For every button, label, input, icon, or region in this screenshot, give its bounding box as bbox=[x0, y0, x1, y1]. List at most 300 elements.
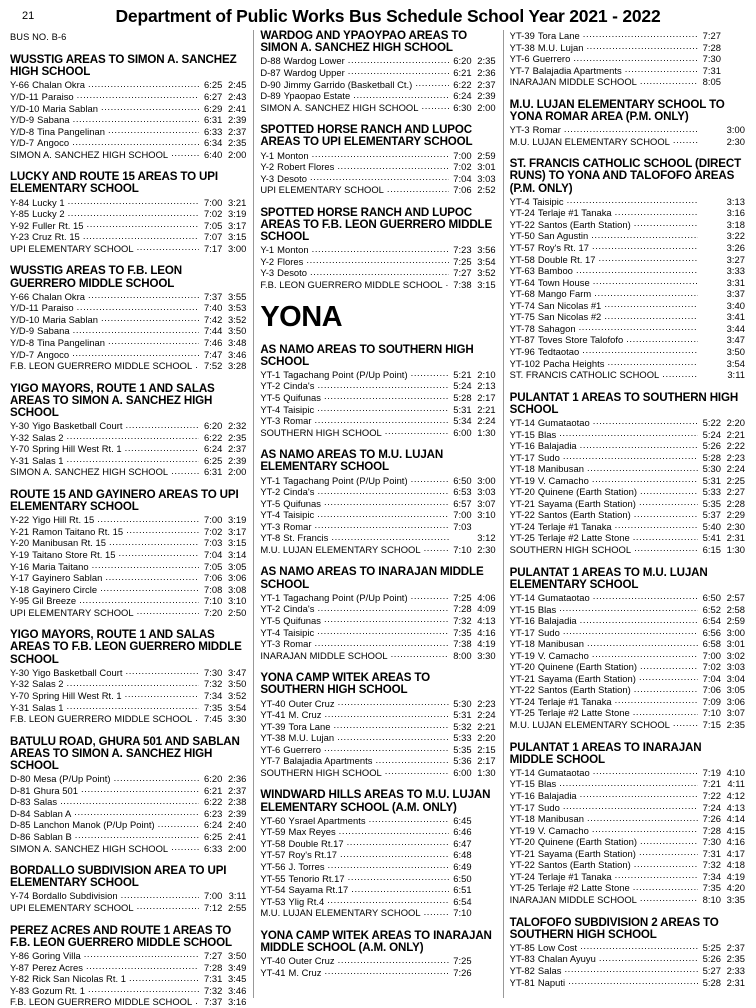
schedule-section bbox=[260, 344, 495, 439]
stop-code: YT-25 bbox=[509, 882, 535, 894]
am-time: 5:22 bbox=[702, 417, 721, 428]
pm-time: 3:26 bbox=[726, 242, 745, 254]
dot-leader bbox=[634, 544, 698, 553]
am-time: 8:10 bbox=[702, 893, 721, 905]
stop-name: Naputi bbox=[537, 976, 566, 988]
dot-leader bbox=[317, 509, 448, 518]
am-time: 6:24 bbox=[453, 90, 472, 102]
stop-code: YT-18 bbox=[509, 638, 535, 650]
stop-name: Ghura 501 bbox=[33, 784, 79, 796]
stop-code: Y-3 bbox=[260, 267, 275, 279]
stop-code: Y-30 bbox=[10, 666, 30, 678]
am-time: 7:37 bbox=[203, 290, 223, 302]
section-title: AS NAMO AREAS TO M.U. LUJAN ELEMENTARY SCHOOL bbox=[260, 448, 444, 474]
stop-row bbox=[510, 965, 745, 977]
am-time: 7:10 bbox=[702, 707, 721, 719]
columns-container bbox=[0, 29, 756, 1008]
school-name: UPI ELEMENTARY SCHOOL bbox=[10, 242, 134, 254]
dot-leader bbox=[633, 882, 698, 891]
pm-time: 2:57 bbox=[726, 591, 745, 603]
stop-name: Outer Cruz bbox=[288, 955, 335, 967]
school-arrival-row bbox=[10, 466, 246, 478]
dot-leader bbox=[137, 902, 200, 911]
stop-row bbox=[10, 231, 246, 243]
stop-code: YT-3 bbox=[260, 520, 281, 532]
school-name: M.U. LUJAN ELEMENTARY SCHOOL bbox=[260, 907, 421, 919]
stop-code: Y-92 bbox=[10, 219, 30, 231]
pm-time: 2:35 bbox=[726, 718, 745, 730]
dot-leader bbox=[67, 702, 200, 711]
stop-name: Fuller Rt. 15 bbox=[32, 219, 84, 231]
stop-code: YT-17 bbox=[509, 451, 535, 463]
pm-time: 3:01 bbox=[726, 638, 745, 650]
pm-time: 2:30 bbox=[726, 520, 745, 532]
am-time: 7:15 bbox=[702, 718, 721, 730]
section-rows bbox=[260, 815, 495, 919]
dot-leader bbox=[662, 369, 698, 378]
pm-time: 1:30 bbox=[477, 426, 496, 438]
stop-row bbox=[510, 254, 745, 266]
dot-leader bbox=[563, 802, 698, 811]
stop-row bbox=[10, 890, 246, 902]
section-title: LUCKY AND ROUTE 15 AREAS TO UPI ELEMENTARY SCHOOL bbox=[10, 170, 218, 196]
stop-row bbox=[10, 526, 246, 538]
pm-time: 2:00 bbox=[227, 842, 247, 854]
school-arrival-row bbox=[510, 719, 745, 731]
stop-code: YT-20 bbox=[509, 661, 535, 673]
stop-name: Gil Breeze bbox=[32, 595, 77, 607]
dot-leader bbox=[67, 455, 200, 464]
stop-name: Terlaje #2 Latte Stone bbox=[537, 882, 630, 894]
stop-name: Wardog Lower bbox=[283, 55, 345, 67]
section-rows bbox=[510, 196, 745, 381]
stop-code: YT-102 bbox=[509, 357, 541, 369]
stop-code: YT-39 bbox=[509, 30, 535, 41]
school-name: ST. FRANCIS CATHOLIC SCHOOL bbox=[509, 369, 660, 381]
dot-leader bbox=[338, 698, 449, 707]
section-rows bbox=[260, 55, 495, 113]
pm-time: 2:35 bbox=[227, 431, 247, 443]
dot-leader bbox=[604, 311, 698, 320]
stop-code: D-86 bbox=[10, 830, 31, 842]
pm-time: 2:41 bbox=[227, 830, 247, 842]
dot-leader bbox=[348, 873, 449, 882]
stop-code: YT-57 bbox=[260, 849, 286, 861]
section-rows bbox=[10, 420, 246, 478]
stop-row bbox=[10, 561, 246, 573]
stop-row bbox=[10, 91, 246, 103]
stop-row bbox=[510, 230, 745, 242]
dot-leader bbox=[338, 955, 449, 964]
stop-code: YT-53 bbox=[260, 895, 286, 907]
section-title: M.U. LUJAN ELEMENTARY SCHOOL TO YONA ROMAR AREA (P.M. ONLY) bbox=[509, 97, 725, 123]
dot-leader bbox=[310, 173, 449, 182]
stop-name: Tagachang Point (P/Up Point) bbox=[283, 591, 408, 603]
pm-time: 2:55 bbox=[227, 902, 247, 914]
stop-code: YT-22 bbox=[509, 509, 535, 521]
stop-name: Balajadia Apartments bbox=[283, 755, 373, 767]
dot-leader bbox=[86, 962, 199, 971]
dot-leader bbox=[640, 486, 698, 495]
stop-row bbox=[10, 208, 246, 220]
school-name: M.U. LUJAN ELEMENTARY SCHOOL bbox=[509, 135, 670, 147]
stop-code: D-88 bbox=[260, 55, 281, 67]
page-number: 21 bbox=[22, 10, 35, 22]
am-time: 6:20 bbox=[203, 773, 223, 785]
dot-leader bbox=[126, 526, 199, 535]
am-time: 5:31 bbox=[453, 403, 472, 415]
stop-name: Sahagon bbox=[537, 322, 576, 334]
am-time: 7:00 bbox=[203, 890, 223, 902]
pm-time: 3:54 bbox=[227, 701, 247, 713]
stop-row bbox=[10, 220, 246, 232]
stop-row bbox=[10, 819, 246, 831]
stop-name: Toves Store Talofofo bbox=[537, 334, 624, 346]
stop-row bbox=[10, 667, 246, 679]
dot-leader bbox=[673, 719, 698, 728]
stop-row bbox=[510, 953, 745, 965]
stop-row bbox=[10, 690, 246, 702]
stop-name: Quinene (Earth Station) bbox=[537, 661, 638, 673]
pm-time: 3:52 bbox=[227, 689, 247, 701]
am-time: 7:27 bbox=[203, 949, 223, 961]
section-title: ST. FRANCIS CATHOLIC SCHOOL (DIRECT RUNS) TO YONA AND TALOFOFO AREAS (P.M. ONLY) bbox=[509, 157, 742, 195]
stop-row bbox=[510, 707, 745, 719]
dot-leader bbox=[391, 650, 449, 659]
stop-code: D-81 bbox=[10, 784, 31, 796]
pm-time: 3:10 bbox=[477, 509, 496, 521]
pm-time: 2:23 bbox=[726, 451, 745, 463]
stop-name: San Nicolas #2 bbox=[537, 311, 602, 323]
dot-leader bbox=[615, 696, 698, 705]
stop-name: Romar bbox=[283, 415, 312, 427]
stop-name: Angoco bbox=[37, 348, 70, 360]
stop-code: YT-7 bbox=[509, 64, 530, 76]
stop-code: YT-38 bbox=[260, 732, 286, 744]
school-name: SIMON A. SANCHEZ HIGH SCHOOL bbox=[260, 101, 419, 113]
am-time: 7:27 bbox=[453, 267, 472, 279]
pm-time: 2:30 bbox=[726, 135, 745, 147]
stop-row bbox=[260, 627, 495, 639]
stop-code: Y-1 bbox=[260, 149, 275, 161]
am-time: 6:20 bbox=[203, 420, 223, 432]
stop-code: YT-63 bbox=[509, 265, 535, 277]
am-time: 6:33 bbox=[203, 842, 223, 854]
stop-row bbox=[260, 755, 495, 767]
am-time: 7:19 bbox=[702, 766, 721, 778]
pm-time: 3:48 bbox=[227, 336, 247, 348]
section-title: PULANTAT 1 AREAS TO INARAJAN MIDDLE SCHOOL bbox=[509, 740, 702, 766]
stop-name: Terlaje #2 Latte Stone bbox=[537, 532, 630, 544]
stop-name: Salas bbox=[537, 965, 562, 976]
stop-name: Wardog Upper bbox=[283, 66, 345, 78]
schedule-section bbox=[10, 736, 246, 854]
am-time: 7:00 bbox=[702, 649, 721, 661]
pm-time: 3:17 bbox=[227, 219, 247, 231]
stop-code: YT-4 bbox=[509, 195, 530, 207]
stop-row bbox=[260, 256, 495, 268]
stop-code: Y/D-10 bbox=[10, 102, 40, 114]
dot-leader bbox=[84, 950, 200, 959]
stop-row bbox=[10, 79, 246, 91]
dot-leader bbox=[73, 114, 200, 123]
stop-name: Sablan B bbox=[33, 830, 72, 842]
section-title: YONA CAMP WITEK AREAS TO SOUTHERN HIGH SCHOOL bbox=[260, 671, 430, 697]
dot-leader bbox=[101, 103, 199, 112]
am-time: 6:50 bbox=[702, 591, 721, 603]
dot-leader bbox=[83, 231, 200, 240]
am-time: 7:10 bbox=[453, 907, 472, 919]
dot-leader bbox=[348, 55, 449, 64]
pm-time: 3:46 bbox=[227, 984, 247, 996]
dot-leader bbox=[604, 300, 698, 309]
section-rows bbox=[10, 291, 246, 372]
am-time: 6:33 bbox=[203, 125, 223, 137]
stop-row bbox=[10, 455, 246, 467]
stop-code: YT-60 bbox=[260, 814, 286, 826]
dot-leader bbox=[599, 953, 698, 962]
stop-row bbox=[260, 55, 495, 67]
school-name: UPI ELEMENTARY SCHOOL bbox=[10, 606, 134, 618]
pm-time: 3:00 bbox=[726, 124, 745, 136]
am-time: 7:17 bbox=[203, 242, 223, 254]
stop-row bbox=[260, 67, 495, 79]
stop-code: YT-17 bbox=[509, 626, 535, 638]
stop-name: Double Rt.17 bbox=[288, 837, 344, 849]
stop-row bbox=[510, 871, 745, 883]
school-name: M.U. LUJAN ELEMENTARY SCHOOL bbox=[260, 543, 421, 555]
stop-row bbox=[260, 392, 495, 404]
stop-row bbox=[260, 369, 495, 381]
am-time: 7:02 bbox=[203, 525, 223, 537]
am-time: 7:30 bbox=[203, 666, 223, 678]
school-arrival-row bbox=[10, 713, 246, 725]
stop-name: Desoto bbox=[277, 267, 308, 279]
stop-code: YT-24 bbox=[509, 695, 535, 707]
stop-name: Taitano Store Rt. 15 bbox=[32, 549, 116, 560]
stop-row bbox=[510, 684, 745, 696]
stop-code: Y/D-8 bbox=[10, 336, 35, 348]
dot-leader bbox=[587, 463, 698, 472]
stop-name: Cruz Rt. 15 bbox=[32, 231, 80, 243]
am-time: 7:24 bbox=[702, 801, 721, 813]
pm-time: 3:12 bbox=[477, 532, 496, 544]
stop-name: Sabana bbox=[37, 325, 70, 337]
dot-leader bbox=[353, 90, 448, 99]
stop-name: Roy's Rt. 17 bbox=[537, 242, 589, 254]
pm-time: 3:47 bbox=[227, 666, 247, 678]
school-arrival-row bbox=[10, 607, 246, 619]
stop-row bbox=[10, 314, 246, 326]
am-time: 7:03 bbox=[203, 537, 223, 549]
dot-leader bbox=[171, 466, 199, 475]
stop-code: YT-14 bbox=[509, 766, 535, 778]
stop-row bbox=[260, 415, 495, 427]
stop-name: Ysrael Apartments bbox=[288, 814, 366, 826]
stop-code: YT-2 bbox=[260, 603, 281, 615]
section-title: AS NAMO AREAS TO SOUTHERN HIGH SCHOOL bbox=[260, 342, 474, 368]
pm-time: 4:16 bbox=[477, 626, 496, 638]
pm-time: 3:00 bbox=[477, 474, 496, 486]
stop-row bbox=[260, 638, 495, 650]
pm-time: 4:20 bbox=[726, 882, 745, 894]
pm-time: 3:19 bbox=[227, 208, 247, 220]
am-time: 6:25 bbox=[203, 79, 223, 91]
stop-row bbox=[10, 114, 246, 126]
dot-leader bbox=[137, 607, 200, 616]
pm-time: 3:05 bbox=[726, 684, 745, 696]
section-title: WUSSTIG AREAS TO F.B. LEON GUERRERO MIDDLE SCHOOL bbox=[10, 264, 182, 290]
am-time: 7:26 bbox=[453, 966, 472, 978]
schedule-section bbox=[510, 742, 745, 906]
stop-name: Mango Farm bbox=[537, 288, 592, 300]
stop-row bbox=[260, 79, 495, 91]
school-name: F.B. LEON GUERRERO MIDDLE SCHOOL bbox=[10, 713, 193, 725]
section-title: PULANTAT 1 AREAS TO M.U. LUJAN ELEMENTARY SCHOOL bbox=[509, 565, 708, 591]
am-time: 7:25 bbox=[453, 255, 472, 267]
am-time: 5:26 bbox=[702, 953, 721, 965]
school-name: F.B. LEON GUERRERO MIDDLE SCHOOL bbox=[260, 278, 443, 290]
pm-time: 4:19 bbox=[726, 870, 745, 882]
stop-row bbox=[510, 300, 745, 312]
stop-row bbox=[260, 532, 495, 544]
stop-code: YT-2 bbox=[260, 380, 281, 392]
dot-leader bbox=[587, 638, 698, 647]
stop-row bbox=[510, 219, 745, 231]
stop-row bbox=[260, 521, 495, 533]
am-time: 7:21 bbox=[702, 778, 721, 790]
pm-time: 3:50 bbox=[227, 949, 247, 961]
schedule-section bbox=[10, 171, 246, 254]
dot-leader bbox=[348, 67, 449, 76]
pm-time: 3:52 bbox=[477, 267, 496, 279]
stop-row bbox=[510, 882, 745, 894]
stop-name: Quinene (Earth Station) bbox=[537, 486, 638, 498]
dot-leader bbox=[105, 572, 199, 581]
dot-leader bbox=[315, 638, 449, 647]
stop-code: Y/D-7 bbox=[10, 348, 35, 360]
pm-time: 3:07 bbox=[477, 497, 496, 509]
am-time: 5:35 bbox=[702, 497, 721, 509]
stop-row bbox=[510, 498, 745, 510]
pm-time: 3:11 bbox=[727, 369, 745, 381]
stop-row bbox=[260, 698, 495, 710]
dot-leader bbox=[88, 985, 199, 994]
dot-leader bbox=[615, 207, 698, 216]
stop-name: Santos (Earth Station) bbox=[537, 859, 631, 871]
school-name: INARAJAN MIDDLE SCHOOL bbox=[260, 649, 388, 661]
schedule-section bbox=[510, 917, 745, 989]
pm-time: 2:45 bbox=[227, 79, 247, 91]
stop-code: YT-24 bbox=[509, 520, 535, 532]
pm-time: 3:13 bbox=[726, 195, 745, 207]
bus-number-label: BUS NO. B-6 bbox=[10, 32, 67, 42]
dot-leader bbox=[640, 76, 698, 85]
stop-name: Gayinero Circle bbox=[32, 583, 98, 595]
stop-name: San Agustin bbox=[537, 230, 589, 242]
stop-code: YT-14 bbox=[509, 417, 535, 428]
stop-row bbox=[510, 440, 745, 452]
stop-code: YT-82 bbox=[509, 965, 535, 976]
section-title: YIGO MAYORS, ROUTE 1 AND SALAS AREAS TO F.B. LEON GUERRERO MIDDLE SCHOOL bbox=[10, 628, 242, 666]
stop-row bbox=[260, 498, 495, 510]
stop-row bbox=[510, 124, 745, 136]
stop-row bbox=[10, 432, 246, 444]
stop-row bbox=[510, 696, 745, 708]
stop-name: V. Camacho bbox=[537, 649, 589, 661]
section-rows bbox=[510, 124, 745, 147]
am-time: 6:22 bbox=[203, 796, 223, 808]
stop-code: YT-8 bbox=[260, 532, 281, 544]
dot-leader bbox=[119, 549, 200, 558]
stop-code: YT-22 bbox=[509, 218, 535, 230]
stop-row bbox=[260, 90, 495, 102]
section-rows bbox=[510, 30, 745, 88]
stop-name: Santos (Earth Station) bbox=[537, 684, 631, 696]
pm-time: 2:24 bbox=[726, 463, 745, 475]
am-time: 6:40 bbox=[203, 148, 223, 160]
am-time: 6:54 bbox=[453, 895, 472, 907]
stop-name: Roy's Rt.17 bbox=[288, 849, 337, 861]
school-name: SOUTHERN HIGH SCHOOL bbox=[260, 426, 382, 438]
am-time: 7:00 bbox=[453, 149, 472, 161]
dot-leader bbox=[634, 859, 698, 868]
dot-leader bbox=[74, 808, 199, 817]
stop-name: San Nicolas #1 bbox=[537, 299, 602, 311]
stop-row bbox=[260, 380, 495, 392]
stop-name: Taisipic bbox=[283, 509, 315, 521]
stop-code: YT-96 bbox=[509, 345, 535, 357]
section-rows bbox=[260, 150, 495, 196]
stop-code: YT-39 bbox=[260, 720, 286, 732]
page-title: Department of Public Works Bus Schedule School Year 2021 - 2022 bbox=[115, 6, 661, 26]
pm-time: 3:16 bbox=[227, 996, 247, 1008]
stop-row bbox=[510, 638, 745, 650]
pm-time: 3:41 bbox=[726, 311, 745, 323]
stop-code: YT-59 bbox=[260, 826, 286, 838]
schedule-section bbox=[260, 449, 495, 555]
stop-row bbox=[510, 615, 745, 627]
stop-row bbox=[260, 150, 495, 162]
schedule-section bbox=[510, 392, 745, 556]
stop-code: YT-16 bbox=[509, 440, 535, 452]
stop-name: Tenorio Rt.17 bbox=[288, 872, 345, 884]
stop-row bbox=[510, 65, 745, 77]
schedule-section bbox=[260, 124, 495, 196]
schedule-section bbox=[10, 925, 246, 1008]
pm-time: 3:31 bbox=[726, 276, 745, 288]
stop-row bbox=[510, 53, 745, 65]
dot-leader bbox=[375, 755, 448, 764]
dot-leader bbox=[100, 584, 199, 593]
stop-row bbox=[510, 604, 745, 616]
stop-row bbox=[260, 721, 495, 733]
pm-time: 2:37 bbox=[477, 78, 496, 90]
stop-code: YT-6 bbox=[260, 743, 281, 755]
stop-code: Y-16 bbox=[10, 560, 30, 572]
stop-row bbox=[260, 709, 495, 721]
dot-leader bbox=[325, 967, 449, 976]
dot-leader bbox=[60, 796, 199, 805]
stop-name: Terlaje #2 Latte Stone bbox=[537, 707, 630, 719]
stop-name: Ylig Rt.4 bbox=[288, 895, 325, 907]
stop-row bbox=[260, 838, 495, 850]
schedule-section bbox=[510, 99, 745, 148]
pm-time: 2:15 bbox=[477, 743, 496, 755]
school-arrival-row bbox=[510, 544, 745, 556]
stop-name: Flores bbox=[277, 255, 304, 267]
pm-time: 2:52 bbox=[477, 184, 496, 196]
